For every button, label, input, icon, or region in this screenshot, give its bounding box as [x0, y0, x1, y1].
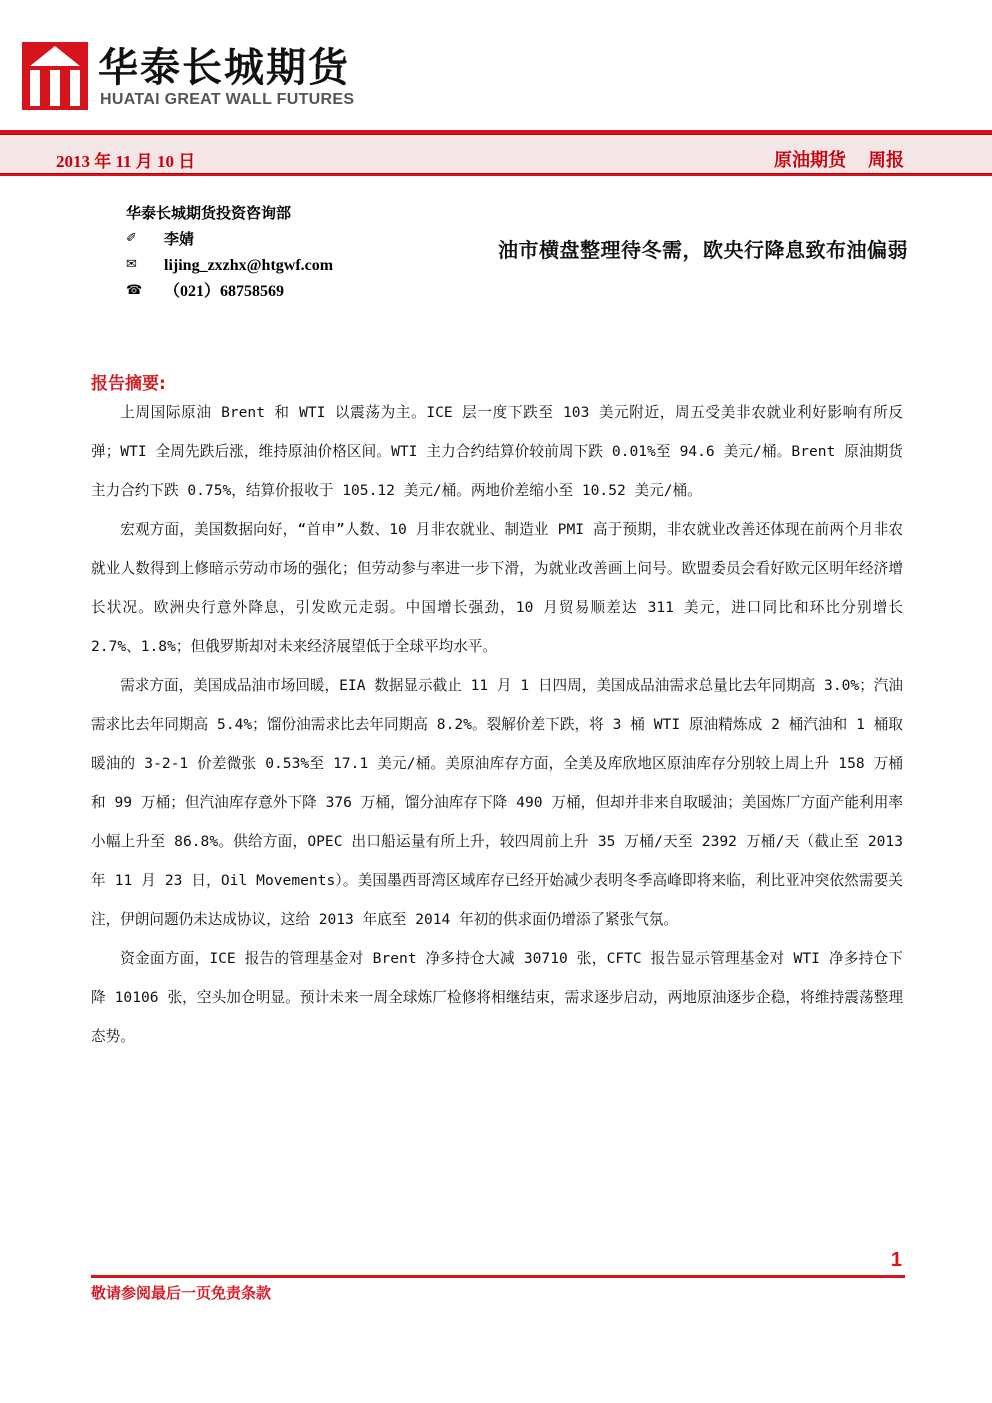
author-phone: （021）68758569 — [164, 283, 285, 300]
category-label: 原油期货 — [774, 150, 846, 171]
banner-inner — [0, 134, 992, 174]
report-category — [774, 146, 904, 172]
author-phone-row — [126, 278, 333, 304]
report-headline: 油市横盘整理待冬需，欧央行降息致布油偏弱 — [498, 238, 908, 262]
summary-paragraph: 资金面方面，ICE 报告的管理基金对 Brent 净多持仓大减 30710 张，CFTC 报告显示管理基金对 WTI 净多持仓下降 10106 张，空头加仓明显。预计未来一周全球炼厂检修将相继结束，需求逐步启动，两地原油逐步企稳，将维持震荡整理态势。 — [91, 950, 903, 1045]
report-type-label: 周报 — [868, 150, 904, 171]
header-banner — [0, 130, 992, 176]
huatai-logo-icon — [22, 42, 88, 110]
phone-icon: ☎ — [126, 283, 143, 298]
summary-title: 报告摘要: — [91, 374, 166, 394]
logo-english-name: HUATAI GREAT WALL FUTURES — [100, 91, 355, 108]
author-name: 李婧 — [164, 230, 195, 248]
footer-divider — [91, 1275, 905, 1278]
pen-icon: ✐ — [126, 231, 137, 246]
author-org-row — [126, 200, 333, 226]
email-icon: ✉ — [126, 257, 137, 272]
page-number: 1 — [890, 1249, 902, 1271]
author-email[interactable]: lijing_zxzhx@htgwf.com — [164, 257, 334, 274]
summary-paragraph: 宏观方面，美国数据向好，“首申”人数、10 月非农就业、制造业 PMI 高于预期，非农就业改善还体现在前两个月非农就业人数得到上修暗示劳动市场的强化；但劳动参与率进一步下滑，为就业改善画上问号。欧盟委员会看好欧元区明年经济增长状况。欧洲央行意外降息，引发欧元走弱。中国增长强劲，10 月贸易顺差达 311 美元，进口同比和环比分别增长 2.7%、1.8%；但俄罗斯却对未来经济展望低于全球平均水平。 — [91, 521, 903, 655]
author-email-row — [126, 252, 333, 278]
author-name-row — [126, 226, 333, 252]
disclaimer-text: 敬请参阅最后一页免责条款 — [91, 1284, 272, 1302]
logo-chinese-name: 华泰长城期货 — [98, 45, 350, 91]
author-block — [126, 200, 333, 304]
summary-paragraph: 需求方面，美国成品油市场回暖，EIA 数据显示截止 11 月 1 日四周，美国成品油需求总量比去年同期高 3.0%；汽油需求比去年同期高 5.4%；馏份油需求比去年同期高 8.2%。裂解价差下跌，将 3 桶 WTI 原油精炼成 2 桶汽油和 1 桶取暖油的 3-2-1 价差微张 0.53%至 17.1 美元/桶。美原油库存方面，全美及库欣地区原油库存分别较上周上升 158 万桶和 99 万桶；但汽油库存意外下降 376 万桶，馏分油库存下降 490 万桶，但却并非来自取暖油；美国炼厂方面产能利用率小幅上升至 86.8%。供给方面，OPEC 出口船运量有所上升，较四周前上升 35 万桶/天至 2392 万桶/天（截止至 2013 年 11 月 23 日，Oil Movements）。美国墨西哥湾区域库存已经开始减少表明冬季高峰即将来临，利比亚冲突依然需要关注，伊朗问题仍未达成协议，这给 2013 年底至 2014 年初的供求面仍增添了紧张气氛。 — [91, 677, 903, 928]
summary-paragraph: 上周国际原油 Brent 和 WTI 以震荡为主。ICE 层一度下跌至 103 美元附近，周五受美非农就业利好影响有所反弹；WTI 全周先跌后涨，维持原油价格区间。WTI 主力合约结算价较前周下跌 0.01%至 94.6 美元/桶。Brent 原油期货主力合约下跌 0.75%，结算价报收于 105.12 美元/桶。两地价差缩小至 10.52 美元/桶。 — [91, 404, 903, 499]
report-date: 2013 年 11 月 10 日 — [56, 152, 196, 171]
summary-body — [91, 393, 903, 1056]
author-org: 华泰长城期货投资咨询部 — [126, 204, 292, 222]
